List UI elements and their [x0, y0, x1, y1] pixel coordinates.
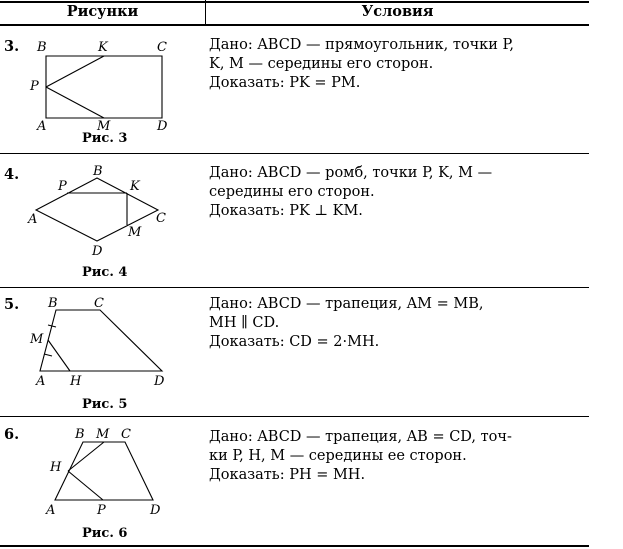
segment-mh — [68, 442, 104, 471]
header-figures: Рисунки — [66, 3, 139, 20]
condition-line: K, M — середины его сторон. — [209, 56, 434, 72]
figure-3-rectangle — [0, 34, 205, 144]
label-d: D — [154, 374, 165, 389]
figure-4-rhombus — [0, 162, 205, 272]
label-d: D — [92, 244, 103, 259]
problem-number: 5. — [4, 296, 20, 313]
label-m: M — [97, 119, 111, 134]
label-m: M — [30, 332, 44, 347]
condition-line: Дано: ABCD — прямоугольник, точки P, — [209, 37, 514, 53]
rectangle-abcd — [46, 56, 162, 118]
label-k: K — [98, 40, 108, 55]
problem-conditions — [209, 428, 579, 485]
label-c: C — [94, 296, 104, 311]
label-h: H — [70, 374, 82, 389]
label-b: B — [48, 296, 58, 311]
row-divider-5 — [0, 416, 589, 417]
label-p: P — [97, 503, 106, 518]
tick-am — [44, 354, 52, 356]
label-b: B — [75, 427, 85, 442]
label-h: H — [50, 460, 62, 475]
condition-line: Доказать: PH = MH. — [209, 467, 366, 483]
label-a: A — [46, 503, 56, 518]
condition-line: Дано: ABCD — трапеция, AM = MB, — [209, 296, 484, 312]
segment-pk — [46, 56, 104, 87]
row-divider-3 — [0, 153, 589, 154]
label-a: A — [37, 119, 47, 134]
trapezoid-abcd — [55, 442, 153, 500]
label-c: C — [157, 40, 167, 55]
figure-6-isosceles-trapezoid — [0, 422, 205, 522]
header-bottom-rule — [0, 24, 589, 26]
problem-conditions — [209, 295, 579, 352]
label-a: A — [36, 374, 46, 389]
label-d: D — [157, 119, 168, 134]
label-c: C — [156, 211, 166, 226]
segment-ph — [68, 471, 103, 500]
trapezoid-abcd — [40, 310, 162, 371]
label-b: B — [93, 164, 103, 179]
problem-number: 3. — [4, 38, 20, 55]
condition-line: Доказать: PK ⊥ KM. — [209, 203, 363, 219]
label-p: P — [58, 179, 67, 194]
label-b: B — [37, 40, 47, 55]
figure-caption: Рис. 6 — [82, 526, 128, 541]
header-conditions: Условия — [361, 3, 434, 20]
figure-caption: Рис. 3 — [82, 131, 128, 146]
problem-number: 6. — [4, 426, 20, 443]
label-m: M — [128, 225, 142, 240]
condition-line: ки P, H, M — середины ее сторон. — [209, 448, 467, 464]
table-bottom-rule — [0, 545, 589, 547]
row-divider-4 — [0, 287, 589, 288]
condition-line: середины его сторон. — [209, 184, 375, 200]
problem-conditions — [209, 36, 579, 93]
figure-caption: Рис. 5 — [82, 397, 128, 412]
label-p: P — [30, 79, 39, 94]
label-c: C — [121, 427, 131, 442]
label-d: D — [150, 503, 161, 518]
segment-pm — [46, 87, 104, 118]
label-k: K — [130, 179, 140, 194]
condition-line: MH ∥ CD. — [209, 315, 280, 331]
label-m: M — [96, 427, 110, 442]
condition-line: Дано: ABCD — ромб, точки P, K, M — — [209, 165, 493, 181]
problem-number: 4. — [4, 166, 20, 183]
figure-caption: Рис. 4 — [82, 265, 128, 280]
condition-line: Доказать: PK = PM. — [209, 75, 361, 91]
problem-conditions — [209, 164, 579, 221]
figure-5-trapezoid — [0, 292, 205, 392]
label-a: A — [28, 212, 38, 227]
condition-line: Доказать: CD = 2·MH. — [209, 334, 380, 350]
condition-line: Дано: ABCD — трапеция, AB = CD, точ- — [209, 429, 512, 445]
